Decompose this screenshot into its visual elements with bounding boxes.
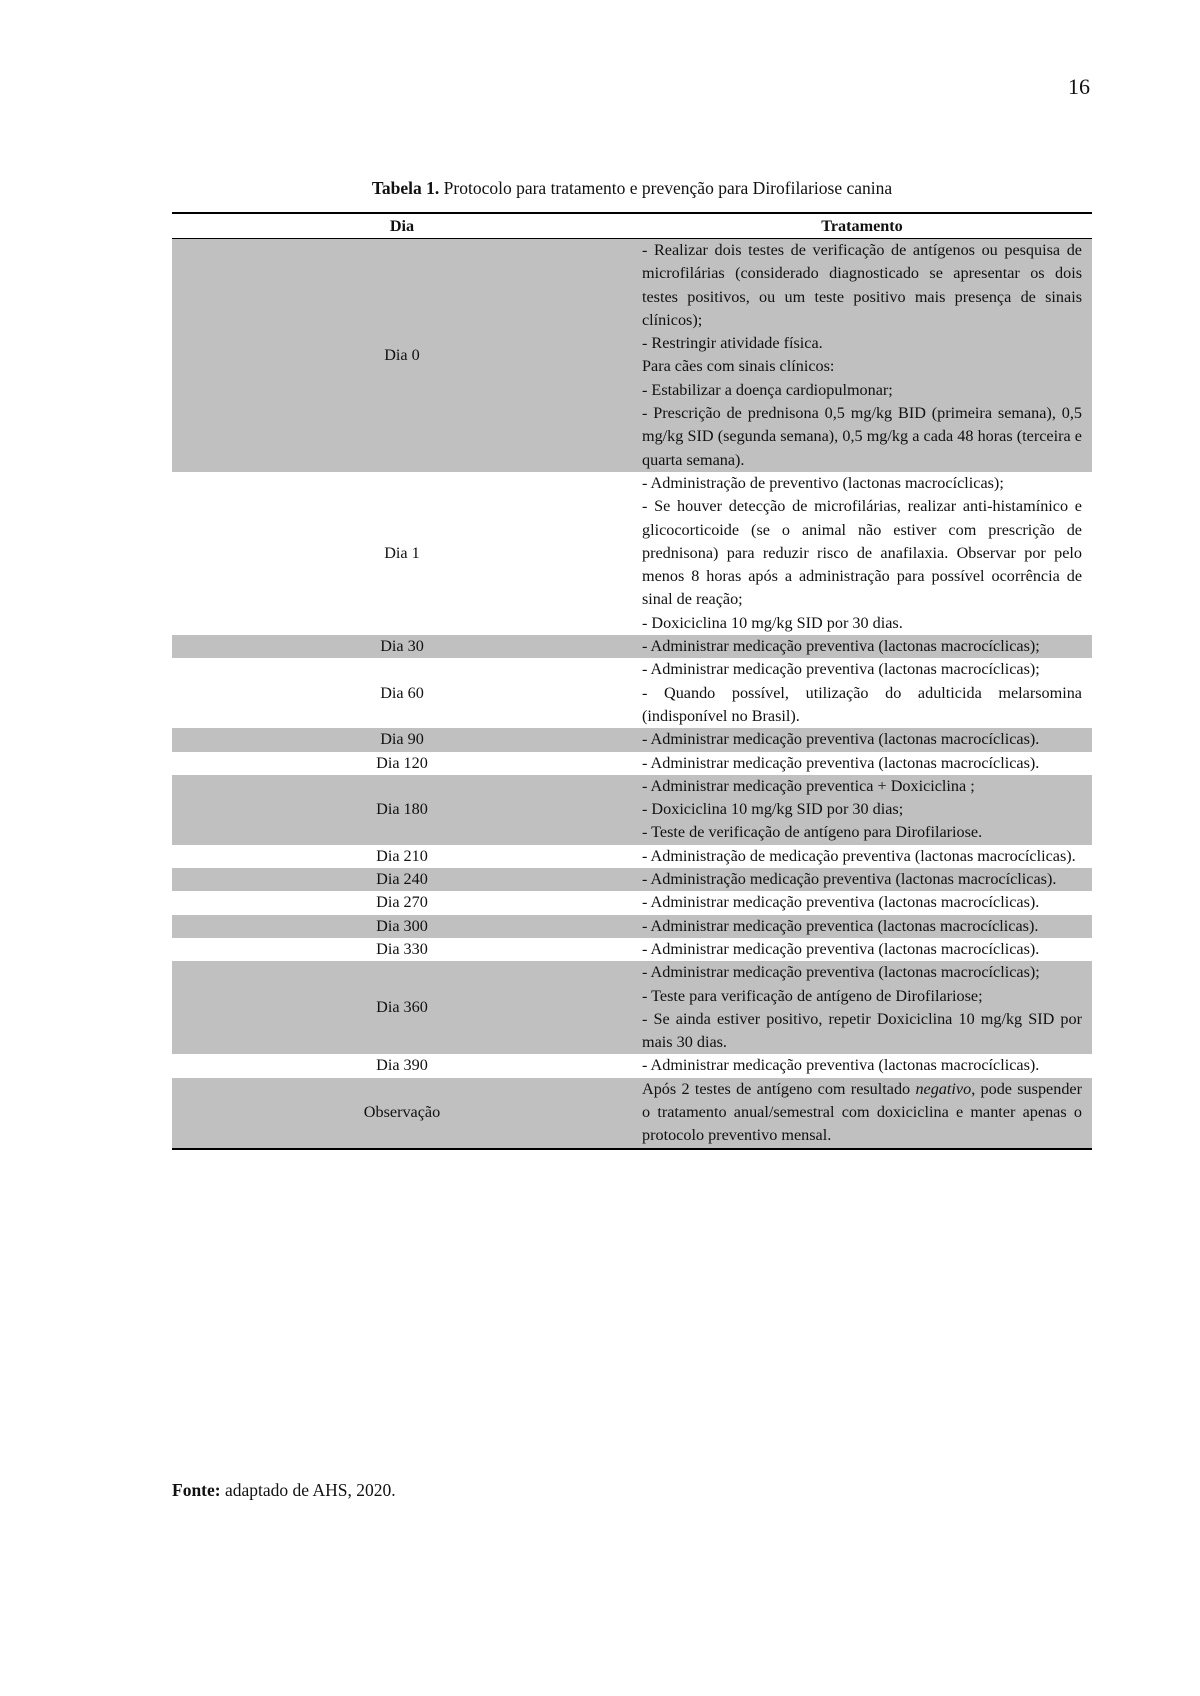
treatment-cell — [632, 728, 1092, 751]
treatment-cell — [632, 1054, 1092, 1077]
table-caption — [172, 178, 1092, 199]
day-cell: Dia 390 — [376, 1056, 428, 1075]
header-dia: Dia — [172, 213, 632, 239]
treatment-line: - Doxiciclina 10 mg/kg SID por 30 dias. — [642, 613, 903, 632]
treatment-line: - Se houver detecção de microfilárias, realizar anti-histamínico e glicocorticoide (se o animal não estiver com prescrição de prednisona) para reduzir risco de anafilaxia. Observar por pelo menos 8 horas após a administração para possível ocorrência de sinal de reação; — [642, 497, 1082, 609]
treatment-line: - Teste de verificação de antígeno para Dirofilariose. — [642, 823, 983, 842]
table-body — [172, 239, 1092, 1149]
table-row — [172, 845, 1092, 868]
observation-text-italic: negativo — [915, 1079, 972, 1098]
treatment-line: - Prescrição de prednisona 0,5 mg/kg BID (primeira semana), 0,5 mg/kg SID (segunda semana), 0,5 mg/kg a cada 48 horas (terceira e quarta semana). — [642, 404, 1082, 469]
treatment-line: - Administrar medicação preventiva (lactonas macrocíclicas). — [642, 939, 1040, 958]
treatment-line: - Administrar medicação preventica + Doxiciclina ; — [642, 776, 975, 795]
treatment-line: - Estabilizar a doença cardiopulmonar; — [642, 380, 893, 399]
day-cell: Dia 30 — [172, 635, 632, 658]
day-cell: Dia 330 — [376, 939, 428, 958]
page-number: 16 — [1068, 74, 1090, 99]
treatment-line: - Administrar medicação preventiva (lactonas macrocíclicas). — [642, 730, 1040, 749]
table-row — [172, 635, 1092, 658]
observation-row — [172, 1078, 1092, 1149]
table-row — [172, 728, 1092, 751]
day-cell: Dia 240 — [172, 868, 632, 891]
table-row — [172, 1054, 1092, 1077]
table-header-row — [172, 213, 1092, 239]
treatment-line: - Administrar medicação preventica (lactonas macrocíclicas). — [642, 916, 1039, 935]
source-text: adaptado de AHS, 2020. — [220, 1480, 396, 1500]
table-row — [172, 775, 1092, 845]
table-source — [172, 1480, 396, 1501]
treatment-cell — [632, 868, 1092, 891]
table-row — [172, 472, 1092, 635]
table-row — [172, 938, 1092, 961]
table-row — [172, 239, 1092, 472]
table-row — [172, 658, 1092, 728]
treatment-line: - Administrar medicação preventiva (lactonas macrocíclicas); — [642, 660, 1040, 679]
treatment-line: - Administrar medicação preventiva (lactonas macrocíclicas); — [642, 963, 1040, 982]
caption-label: Tabela 1. — [371, 178, 440, 198]
day-cell: Dia 1 — [384, 543, 420, 562]
observation-text — [632, 1078, 1092, 1149]
day-cell: Dia 60 — [380, 683, 424, 702]
treatment-line: - Administrar medicação preventiva (lactonas macrocíclicas); — [642, 637, 1040, 656]
treatment-cell — [632, 938, 1092, 961]
day-cell: Dia 270 — [376, 893, 428, 912]
observation-text-after: , pode suspender o tratamento anual/semestral com doxiciclina e manter apenas o protocolo preventivo mensal. — [642, 1079, 1082, 1145]
observation-text-before: Após 2 testes de antígeno com resultado — [642, 1079, 916, 1098]
table-row — [172, 752, 1092, 775]
header-tratamento: Tratamento — [632, 213, 1092, 239]
treatment-cell — [632, 635, 1092, 658]
treatment-cell — [632, 915, 1092, 938]
treatment-line: - Administrar medicação preventiva (lactonas macrocíclicas). — [642, 753, 1040, 772]
treatment-line: Para cães com sinais clínicos: — [642, 357, 835, 376]
treatment-cell — [632, 472, 1092, 635]
treatment-line: - Quando possível, utilização do adulticida melarsomina (indisponível no Brasil). — [642, 683, 1082, 725]
treatment-line: - Administração medicação preventiva (lactonas macrocíclicas). — [642, 870, 1057, 889]
treatment-line: - Administração de medicação preventiva (lactonas macrocíclicas). — [642, 846, 1076, 865]
day-cell: Dia 360 — [172, 961, 632, 1054]
treatment-cell — [632, 775, 1092, 845]
table-row — [172, 961, 1092, 1054]
table-row — [172, 915, 1092, 938]
treatment-line: - Se ainda estiver positivo, repetir Doxiciclina 10 mg/kg SID por mais 30 dias. — [642, 1009, 1082, 1052]
treatment-line: - Administração de preventivo (lactonas macrocíclicas); — [642, 473, 1004, 492]
day-cell: Dia 90 — [172, 728, 632, 751]
caption-text: Protocolo para tratamento e prevenção para Dirofilariose canina — [439, 178, 893, 198]
treatment-cell — [632, 239, 1092, 472]
treatment-line: - Administrar medicação preventiva (lactonas macrocíclicas). — [642, 893, 1040, 912]
table-row — [172, 891, 1092, 914]
treatment-cell — [632, 752, 1092, 775]
day-cell: Dia 120 — [376, 753, 428, 772]
observation-label: Observação — [172, 1078, 632, 1149]
treatment-line: - Doxiciclina 10 mg/kg SID por 30 dias; — [642, 800, 904, 819]
source-label: Fonte: — [172, 1480, 221, 1500]
treatment-cell — [632, 845, 1092, 868]
day-cell: Dia 210 — [376, 846, 428, 865]
day-cell: Dia 180 — [172, 775, 632, 845]
treatment-line: - Administrar medicação preventiva (lactonas macrocíclicas). — [642, 1056, 1040, 1075]
treatment-line: - Realizar dois testes de verificação de antígenos ou pesquisa de microfilárias (considerado diagnosticado se apresentar os dois testes positivos, ou um teste positivo mais presença de sinais clínicos); — [642, 241, 1082, 329]
day-cell: Dia 300 — [172, 915, 632, 938]
treatment-cell — [632, 961, 1092, 1054]
protocol-table — [172, 212, 1092, 1150]
treatment-cell — [632, 658, 1092, 728]
table-row — [172, 868, 1092, 891]
treatment-line: - Restringir atividade física. — [642, 334, 823, 353]
treatment-cell — [632, 891, 1092, 914]
treatment-line: - Teste para verificação de antígeno de Dirofilariose; — [642, 986, 983, 1005]
day-cell: Dia 0 — [172, 239, 632, 472]
